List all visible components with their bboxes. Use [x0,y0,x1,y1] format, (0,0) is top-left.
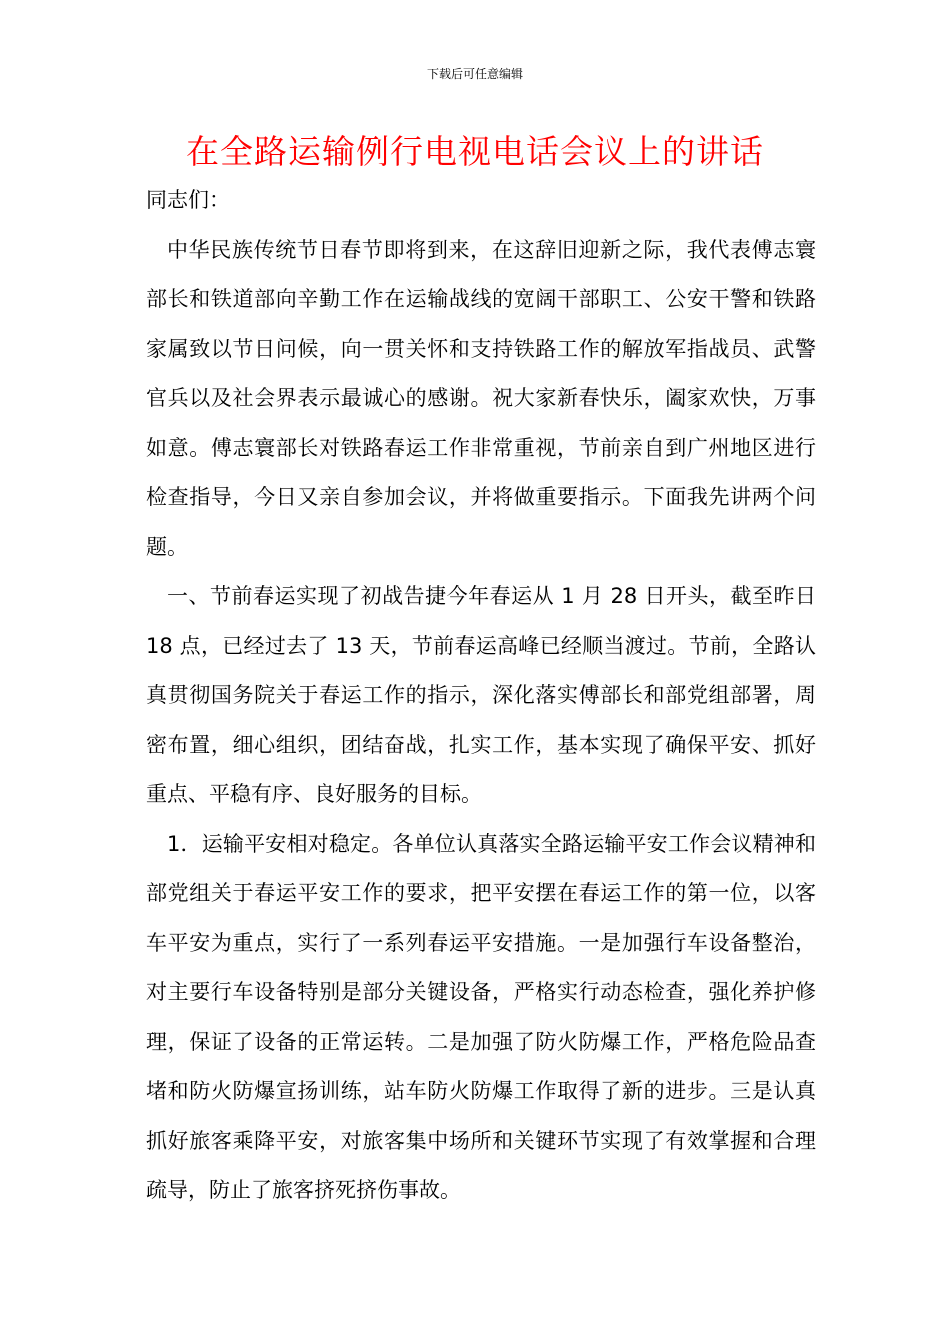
header-note: 下载后可任意编辑 [426,67,523,81]
paragraph-greeting: 中华民族传统节日春节即将到来，在这辞旧迎新之际，我代表傅志寰部长和铁道部向辛勤工作在运输战线的宽阔干部职工、公安干警和铁路家属致以节日问候，向一贯关怀和支持铁路工作的解放军指战员、武警官兵以及社会界表示最诚心的感谢。祝大家新春快乐，阖家欢快，万事如意。傅志寰部长对铁路春运工作非常重视，节前亲自到广州地区进行检查指导，今日又亲自参加会议，并将做重要指示。下面我先讲两个问题。 [146,237,816,559]
document-body [146,176,816,1216]
document-title: 在全路运输例行电视电话会议上的讲话 [186,132,764,171]
paragraph-section-one: 一、节前春运实现了初战告捷今年春运从 1 月 28 日开头，截至昨日 18 点，已经过去了 13 天，节前春运高峰已经顺当渡过。节前，全路认真贯彻国务院关于春运工作的指示，深化落实傅部长和部党组部署，周密布置，细心组织，团结奋战，扎实工作，基本实现了确保平安、抓好重点、平稳有序、良好服务的目标。 [146,584,816,806]
salutation: 同志们： [146,188,230,212]
paragraph-item-one: 1．运输平安相对稳定。各单位认真落实全路运输平安工作会议精神和部党组关于春运平安工作的要求，把平安摆在春运工作的第一位，以客车平安为重点，实行了一系列春运平安措施。一是加强行车设备整治，对主要行车设备特别是部分关键设备，严格实行动态检查，强化养护修理，保证了设备的正常运转。二是加强了防火防爆工作，严格危险品查堵和防火防爆宣扬训练，站车防火防爆工作取得了新的进步。三是认真抓好旅客乘降平安，对旅客集中场所和关键环节实现了有效掌握和合理疏导，防止了旅客挤死挤伤事故。 [146,831,816,1202]
